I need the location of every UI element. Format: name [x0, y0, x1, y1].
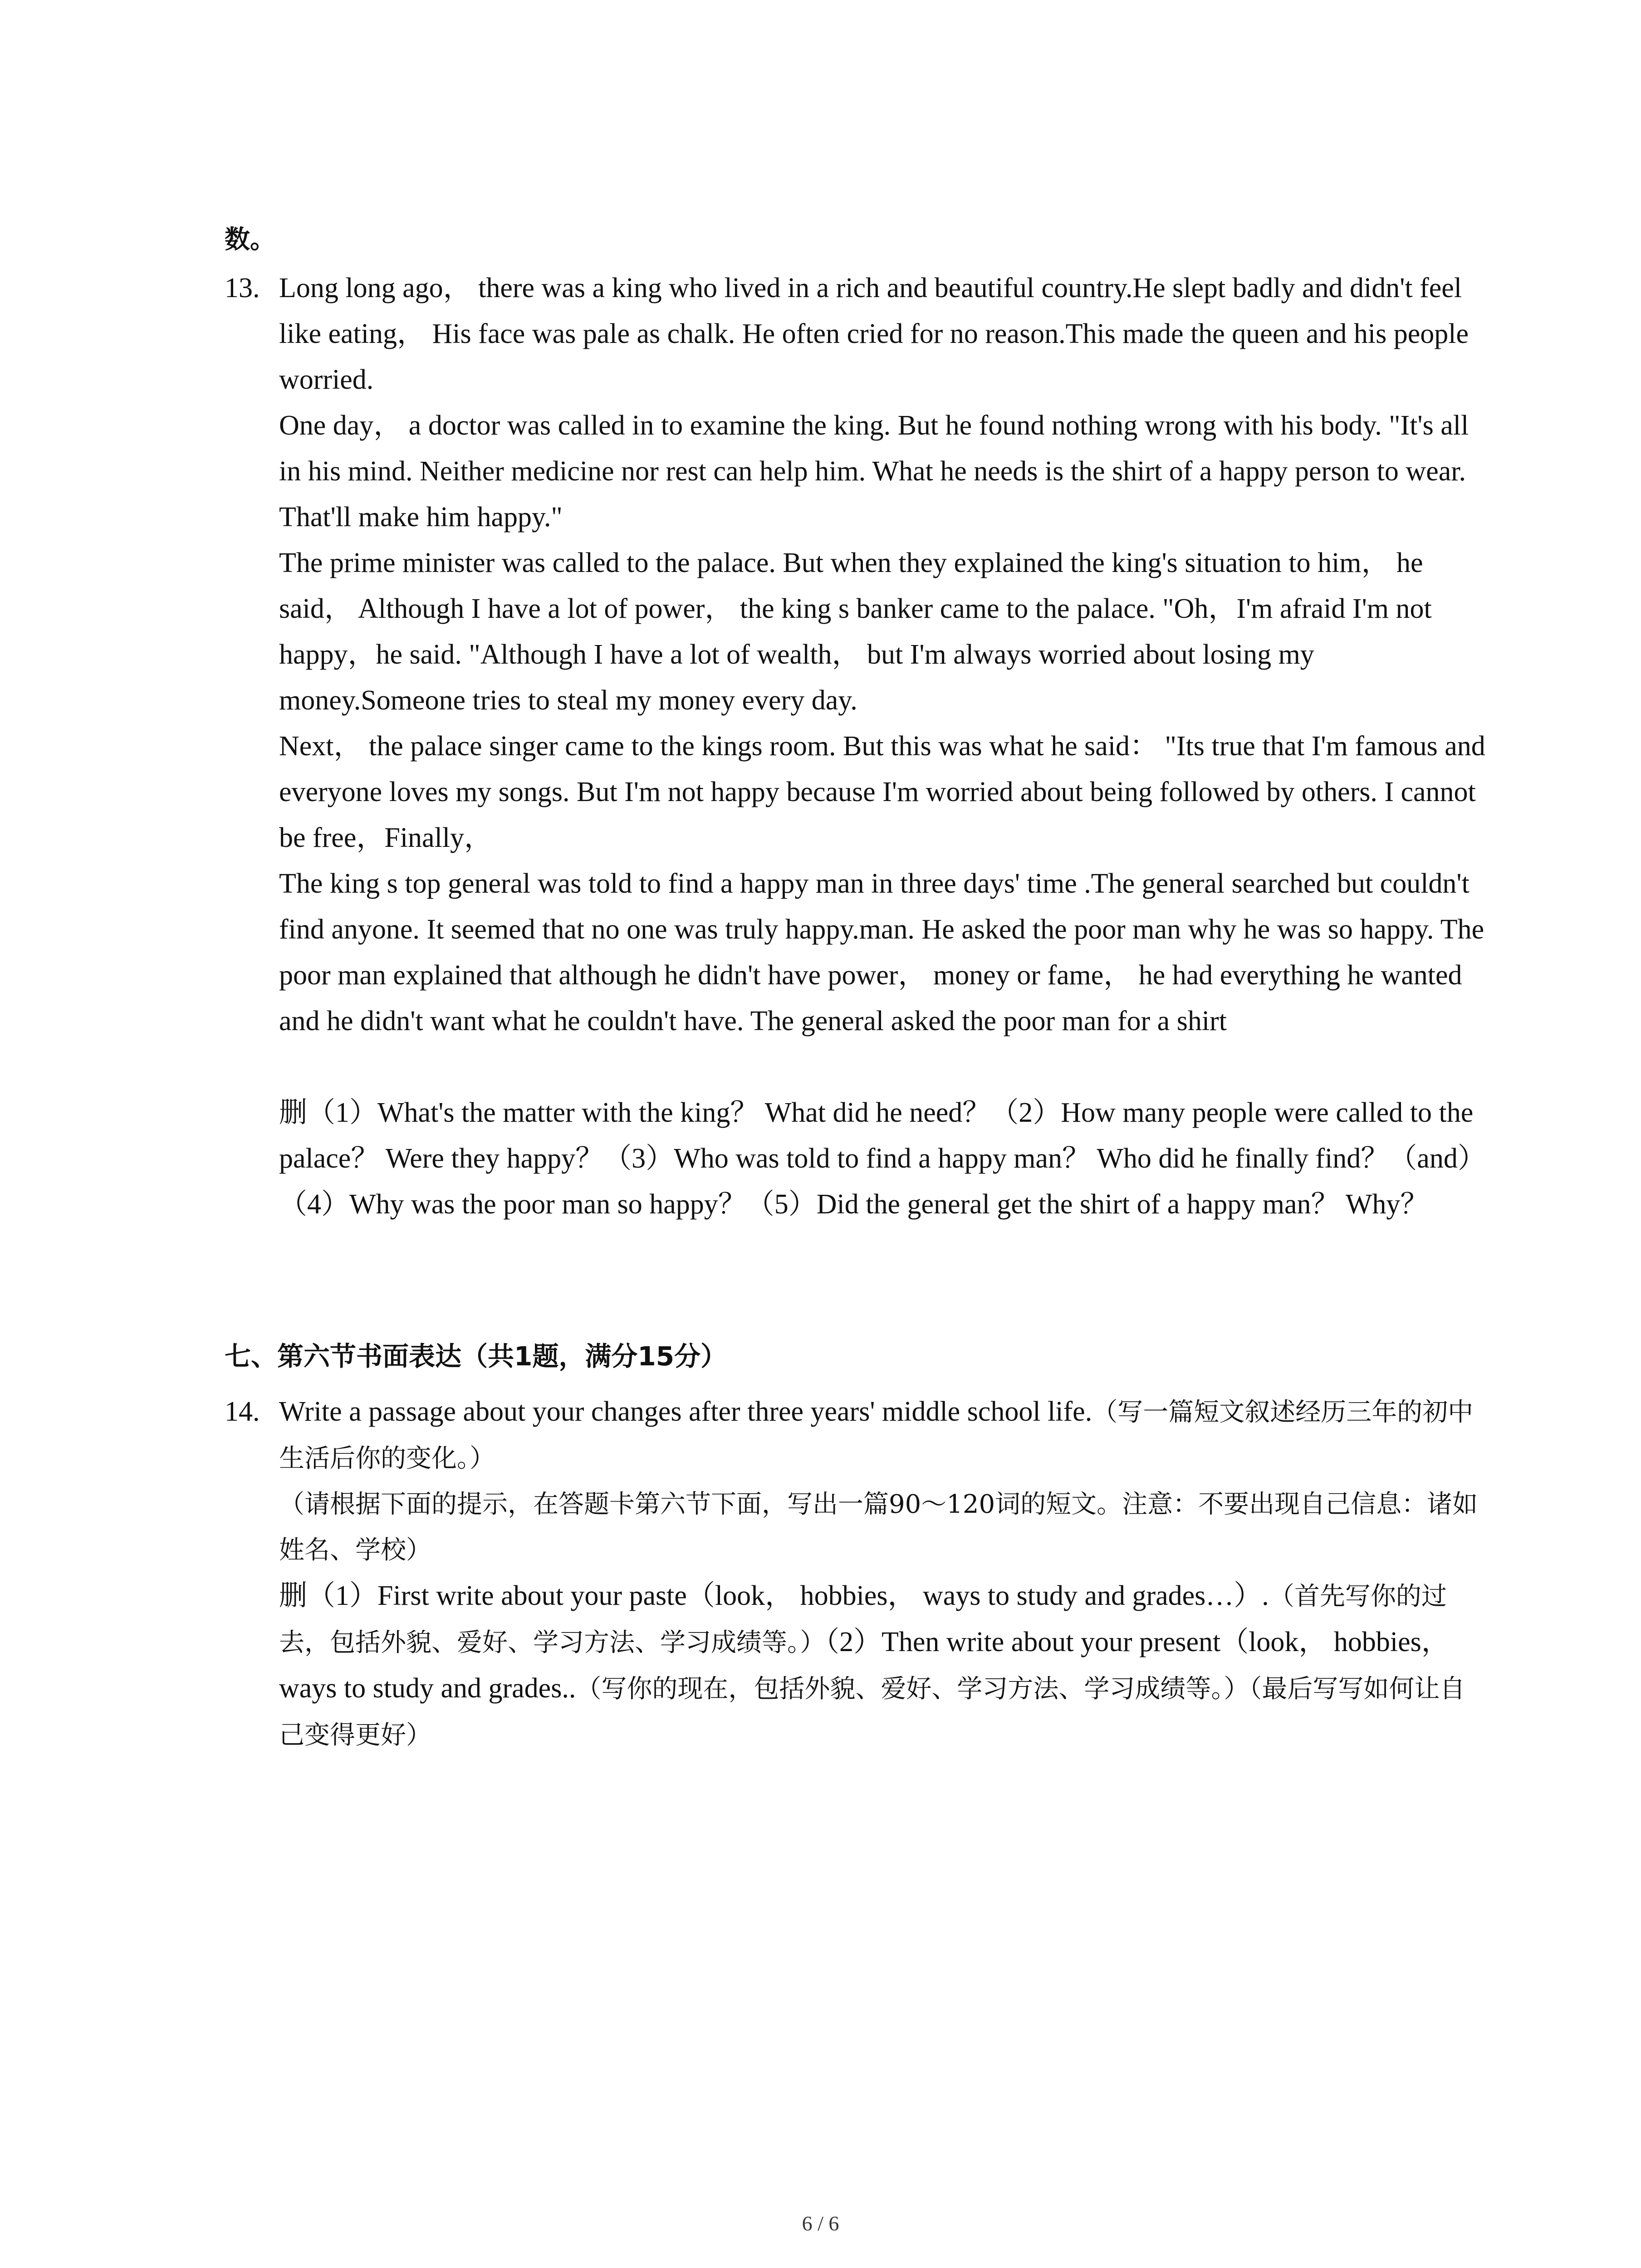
hint-text [279, 1573, 1486, 1758]
question-13 [225, 265, 1486, 1227]
question-title [279, 1389, 1486, 1481]
passage-paragraph: Next， the palace singer came to the kings room. But this was what he said： "Its true that I'm famous and everyone loves my songs. But I'm not happy because I'm worried about being followed by others. I cannot be free，Finally， [279, 731, 1485, 853]
hint-2-cn: （写你的现在，包括外貌、爱好、学习方法、学习成绩等。）（最后写写如何让自己变得更好） [279, 1674, 1465, 1750]
hint-1-en: 删（1）First write about your paste（look， hobbies， ways to study and grades…）. [279, 1580, 1269, 1611]
hint-1-cn: （首先写你的过去，包括外貌、爱好、学习方法、学习成绩等。） [279, 1582, 1447, 1657]
hint-2-en: （2）Then write about your present（look， hobbies， ways to study and grades.. [279, 1627, 1450, 1704]
blank-line [279, 1044, 1486, 1090]
title-en: Write a passage about your changes after three years' middle school life. [279, 1396, 1092, 1427]
question-body [279, 265, 1486, 1227]
section-heading: 七、第六节书面表达（共1题，满分15分） [225, 1341, 727, 1372]
title-cn: （写一篇短文叙述经历三年的初中生活后你的变化。） [279, 1398, 1474, 1473]
page-number: 6 / 6 [802, 2212, 839, 2235]
question-prompts: 删（1）What's the matter with the king？ What did he need？（2）How many people were called to the palace？ Were they happy？（3）Who was told to find a happy man？ Who did he finally find？（and）（4）Why was the poor man so happy？（5）Did the general get the shirt of a happy man？ Why？ [279, 1097, 1486, 1220]
passage-paragraph: The prime minister was called to the palace. But when they explained the king's situation to him， he said， Although I have a lot of power， the king s banker came to the palace. "Oh，I'm afraid I'm not happy，he said. "Although I have a lot of wealth， but I'm always worried about losing my money.Someone tries to steal my money every day. [279, 547, 1432, 716]
instruction-text: （请根据下面的提示，在答题卡第六节下面，写出一篇90～120词的短文。注意：不要出现自己信息：诸如姓名、学校） [279, 1490, 1478, 1565]
question-body [279, 1389, 1486, 1758]
passage-paragraph: One day， a doctor was called in to examine the king. But he found nothing wrong with his body. "It's all in his mind. Neither medicine nor rest can help him. What he needs is the shirt of a happy person to wear. That'll make him happy." [279, 410, 1469, 533]
question-14 [225, 1389, 1486, 1758]
passage-paragraph: Long long ago， there was a king who lived in a rich and beautiful country.He slept badly and didn't feel like eating， His face was pale as chalk. He often cried for no reason.This made the queen and his people worried. [279, 273, 1469, 395]
lead-text: 数。 [225, 225, 275, 254]
question-number: 14. [225, 1396, 260, 1427]
question-number: 13. [225, 273, 260, 303]
passage-paragraph: The king s top general was told to find a happy man in three days' time .The general searched but couldn't find anyone. It seemed that no one was truly happy.man. He asked the poor man why he was so happy. The poor man explained that although he didn't have power， money or fame， he had everything he wanted and he didn't want what he couldn't have. The general asked the poor man for a shirt [279, 868, 1484, 1036]
